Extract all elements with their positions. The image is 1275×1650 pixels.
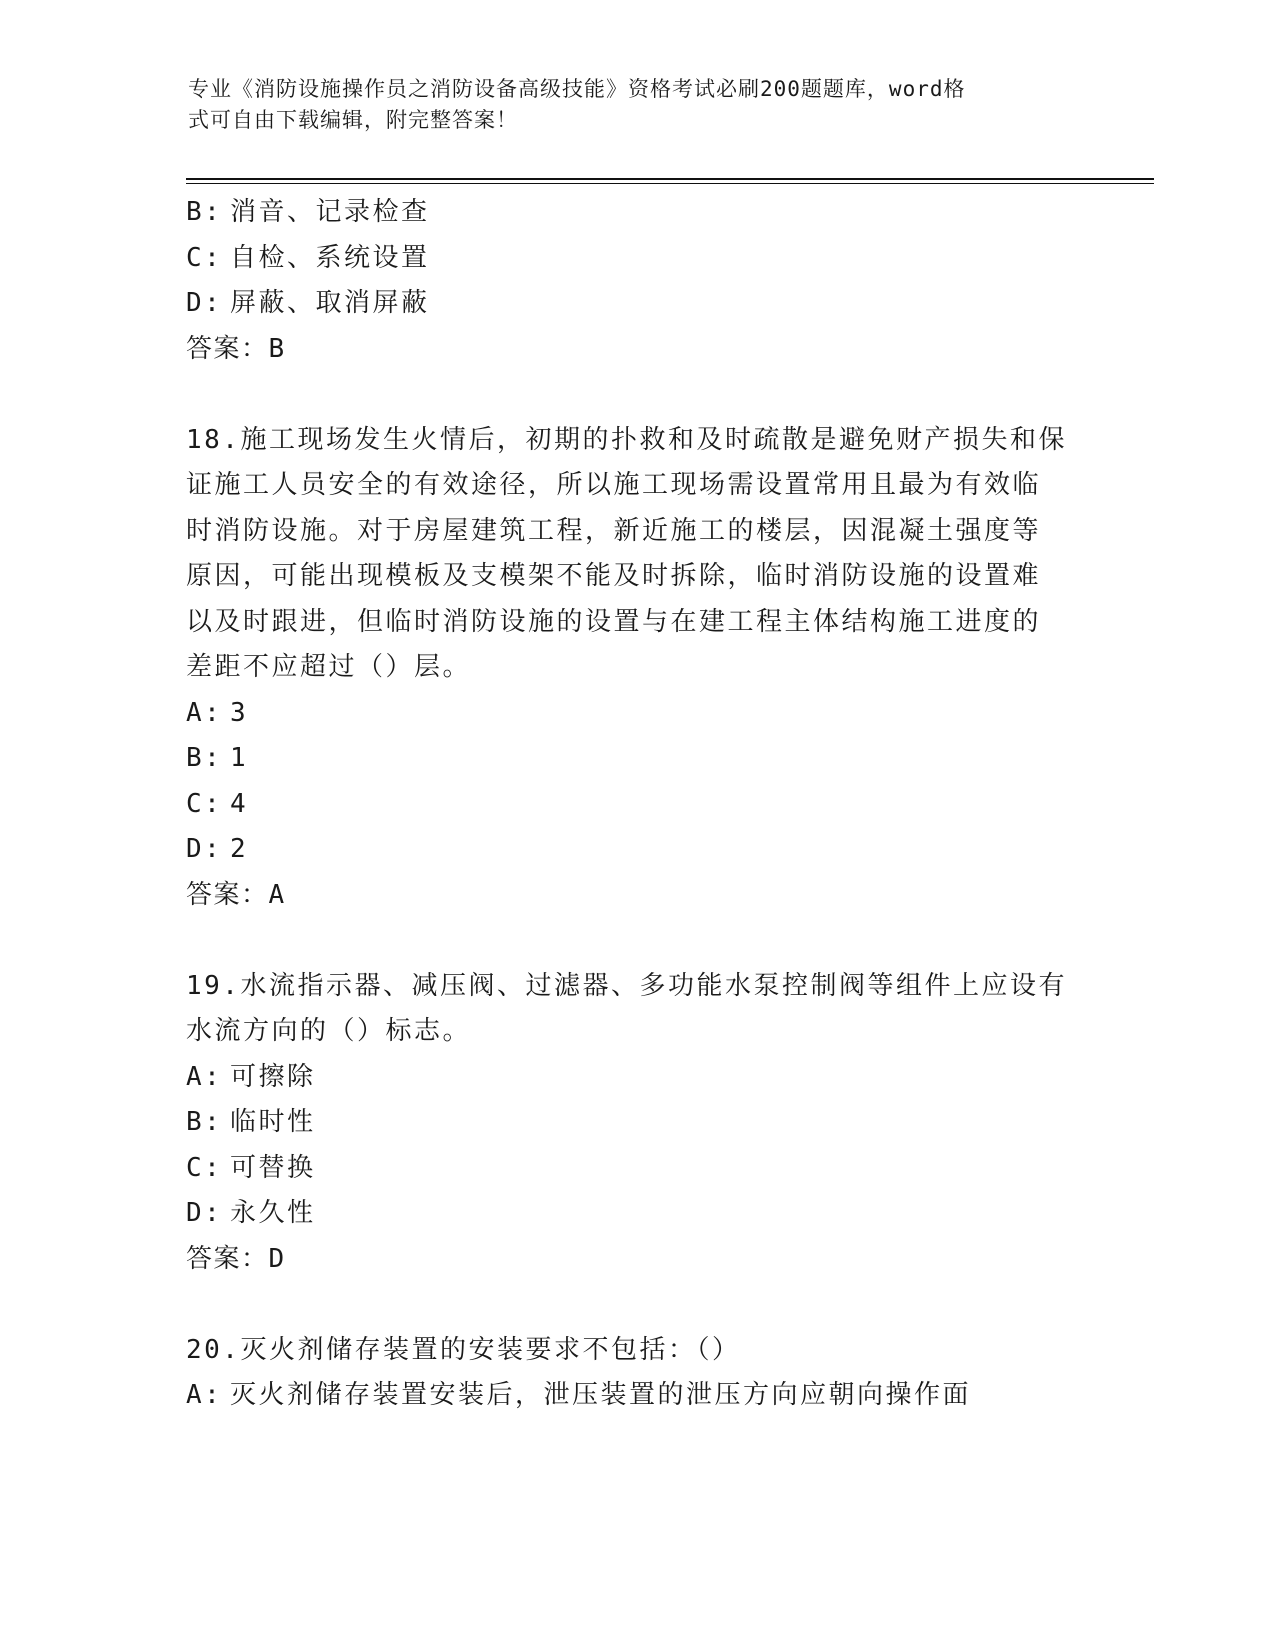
option-c: C: 可替换 bbox=[186, 1152, 316, 1183]
question-18-line: 以及时跟进，但临时消防设施的设置与在建工程主体结构施工进度的 bbox=[186, 606, 1042, 637]
option-d: D: 永久性 bbox=[186, 1198, 316, 1228]
option-c: C: 自检、系统设置 bbox=[186, 242, 430, 273]
question-19 bbox=[186, 964, 1086, 1283]
question-18-line: 证施工人员安全的有效途径，所以施工现场需设置常用且最为有效临 bbox=[186, 470, 1042, 500]
option-a: A: 灭火剂储存装置安装后，泄压装置的泄压方向应朝向操作面 bbox=[186, 1380, 972, 1410]
option-a: A: 3 bbox=[186, 697, 249, 728]
question-18-line: 18.施工现场发生火情后，初期的扑救和及时疏散是避免财产损失和保 bbox=[186, 424, 1067, 455]
question-18-answer: 答案：A bbox=[186, 879, 286, 910]
question-18-line: 差距不应超过（）层。 bbox=[186, 652, 472, 682]
question-18-line: 原因，可能出现模板及支模架不能及时拆除，临时消防设施的设置难 bbox=[186, 561, 1042, 591]
question-18-line: 时消防设施。对于房屋建筑工程，新近施工的楼层，因混凝土强度等 bbox=[186, 515, 1042, 546]
option-d: D: 2 bbox=[186, 834, 249, 864]
document-header bbox=[188, 74, 1068, 136]
question-19-line: 19.水流指示器、减压阀、过滤器、多功能水泵控制阀等组件上应设有 bbox=[186, 970, 1067, 1001]
question-18 bbox=[186, 418, 1086, 919]
header-rule-thin bbox=[186, 183, 1154, 184]
prev-question-options bbox=[186, 190, 1086, 327]
option-b: B: 临时性 bbox=[186, 1107, 316, 1137]
question-19-line: 水流方向的（）标志。 bbox=[186, 1016, 472, 1046]
header-line-1: 专业《消防设施操作员之消防设备高级技能》资格考试必刷200题题库，word格 bbox=[188, 77, 966, 101]
question-20 bbox=[186, 1328, 1086, 1419]
question-content bbox=[186, 190, 1086, 1419]
question-20-line: 20.灭火剂储存装置的安装要求不包括：（） bbox=[186, 1334, 741, 1365]
option-b: B: 1 bbox=[186, 743, 249, 773]
option-c: C: 4 bbox=[186, 788, 249, 819]
header-rule-thick bbox=[186, 178, 1154, 180]
option-b: B: 消音、记录检查 bbox=[186, 197, 430, 227]
option-d: D: 屏蔽、取消屏蔽 bbox=[186, 288, 430, 318]
question-19-answer: 答案：D bbox=[186, 1243, 286, 1274]
prev-question-answer: 答案：B bbox=[186, 333, 286, 364]
option-a: A: 可擦除 bbox=[186, 1061, 316, 1092]
header-line-2: 式可自由下载编辑，附完整答案！ bbox=[188, 108, 518, 132]
